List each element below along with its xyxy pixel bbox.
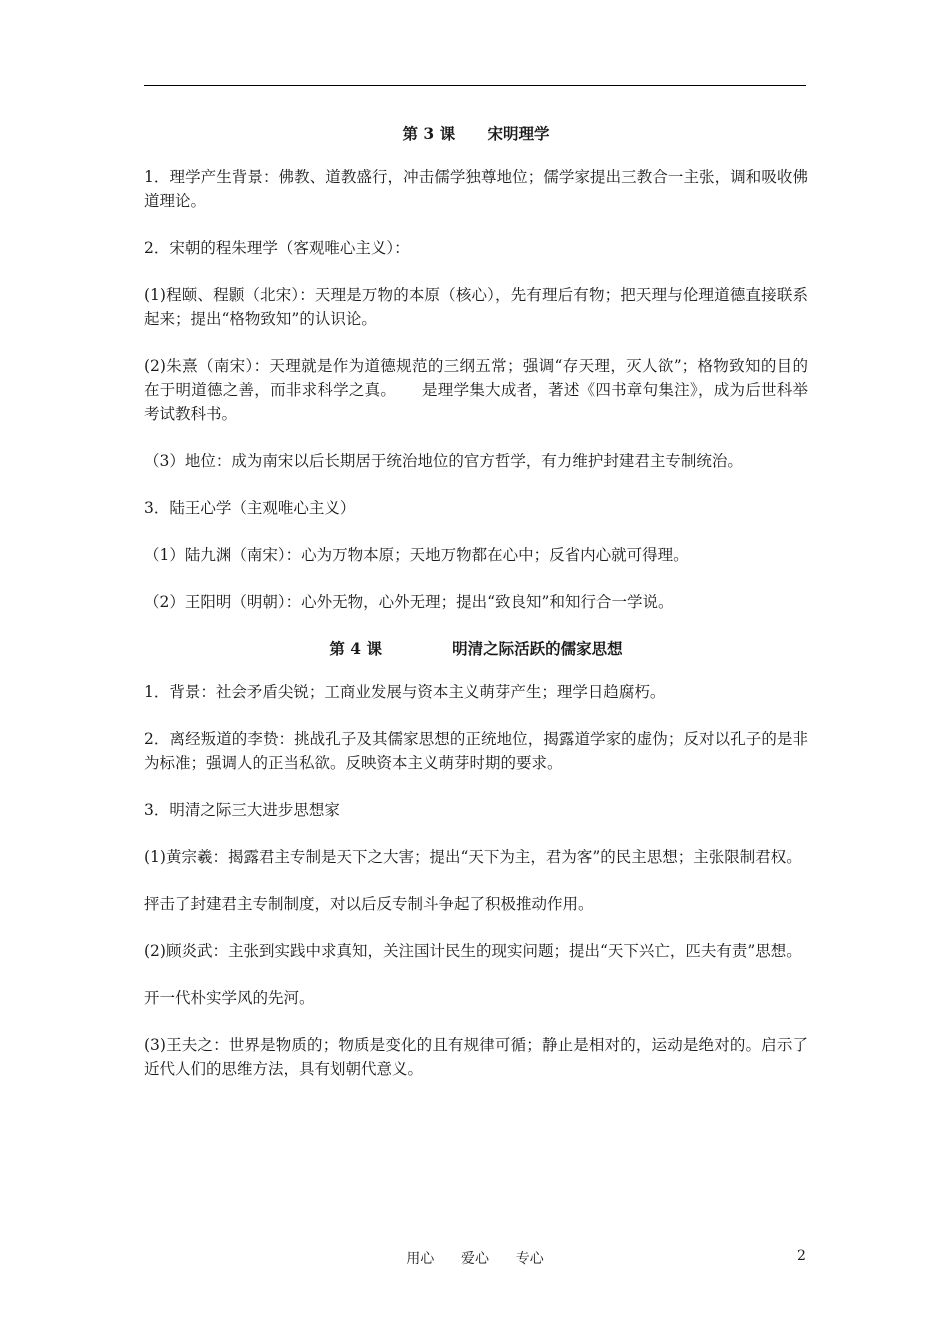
paragraph: (2)顾炎武：主张到实践中求真知，关注国计民生的现实问题；提出“天下兴亡，匹夫有责”思想。 (144, 942, 802, 960)
paragraph: 1．理学产生背景：佛教、道教盛行，冲击儒学独尊地位；儒学家提出三教合一主张，调和吸收佛道理论。 (144, 168, 808, 210)
lesson-4-paragraphs (144, 680, 808, 1081)
document-body (144, 122, 808, 1104)
paragraph: 3．陆王心学（主观唯心主义） (144, 499, 356, 517)
paragraph: （3）地位：成为南宋以后长期居于统治地位的官方哲学，有力维护封建君主专制统治。 (144, 452, 743, 470)
footer-motto: 用心 爱心 专心 (406, 1251, 544, 1267)
paragraph: 2．离经叛道的李贽：挑战孔子及其儒家思想的正统地位，揭露道学家的虚伪；反对以孔子的是非为标准；强调人的正当私欲。反映资本主义萌芽时期的要求。 (144, 730, 808, 772)
paragraph: 开一代朴实学风的先河。 (144, 989, 315, 1007)
lesson-3-paragraphs (144, 165, 808, 614)
paragraph: 抨击了封建君主专制制度，对以后反专制斗争起了积极推动作用。 (144, 895, 594, 913)
header-rule (144, 85, 806, 86)
paragraph: (1)程颐、程颢（北宋）：天理是万物的本原（核心），先有理后有物；把天理与伦理道德直接联系起来；提出“格物致知”的认识论。 (144, 286, 808, 328)
lesson-3-title: 第 3 课 宋明理学 (402, 124, 550, 143)
paragraph: 1．背景：社会矛盾尖锐；工商业发展与资本主义萌芽产生；理学日趋腐朽。 (144, 683, 666, 701)
lesson-4-title: 第 4 课 明清之际活跃的儒家思想 (329, 639, 623, 658)
paragraph: （1）陆九渊（南宋）：心为万物本原；天地万物都在心中；反省内心就可得理。 (144, 546, 689, 564)
paragraph: (2)朱熹（南宋）：天理就是作为道德规范的三纲五常；强调“存天理，灭人欲”；格物致知的目的在于明道德之善，而非求科学之真。 是理学集大成者，著述《四书章句集注》，成为后世科举考试教科书。 (144, 357, 808, 423)
page-number: 2 (797, 1248, 806, 1264)
paragraph: (3)王夫之：世界是物质的；物质是变化的且有规律可循；静止是相对的，运动是绝对的。启示了近代人们的思维方法，具有划朝代意义。 (144, 1036, 808, 1078)
paragraph: 3．明清之际三大进步思想家 (144, 801, 340, 819)
paragraph: 2．宋朝的程朱理学（客观唯心主义）： (144, 239, 410, 257)
paragraph: （2）王阳明（明朝）：心外无物，心外无理；提出“致良知”和知行合一学说。 (144, 593, 674, 611)
paragraph: (1)黄宗羲：揭露君主专制是天下之大害；提出“天下为主，君为客”的民主思想；主张限制君权。 (144, 848, 802, 866)
